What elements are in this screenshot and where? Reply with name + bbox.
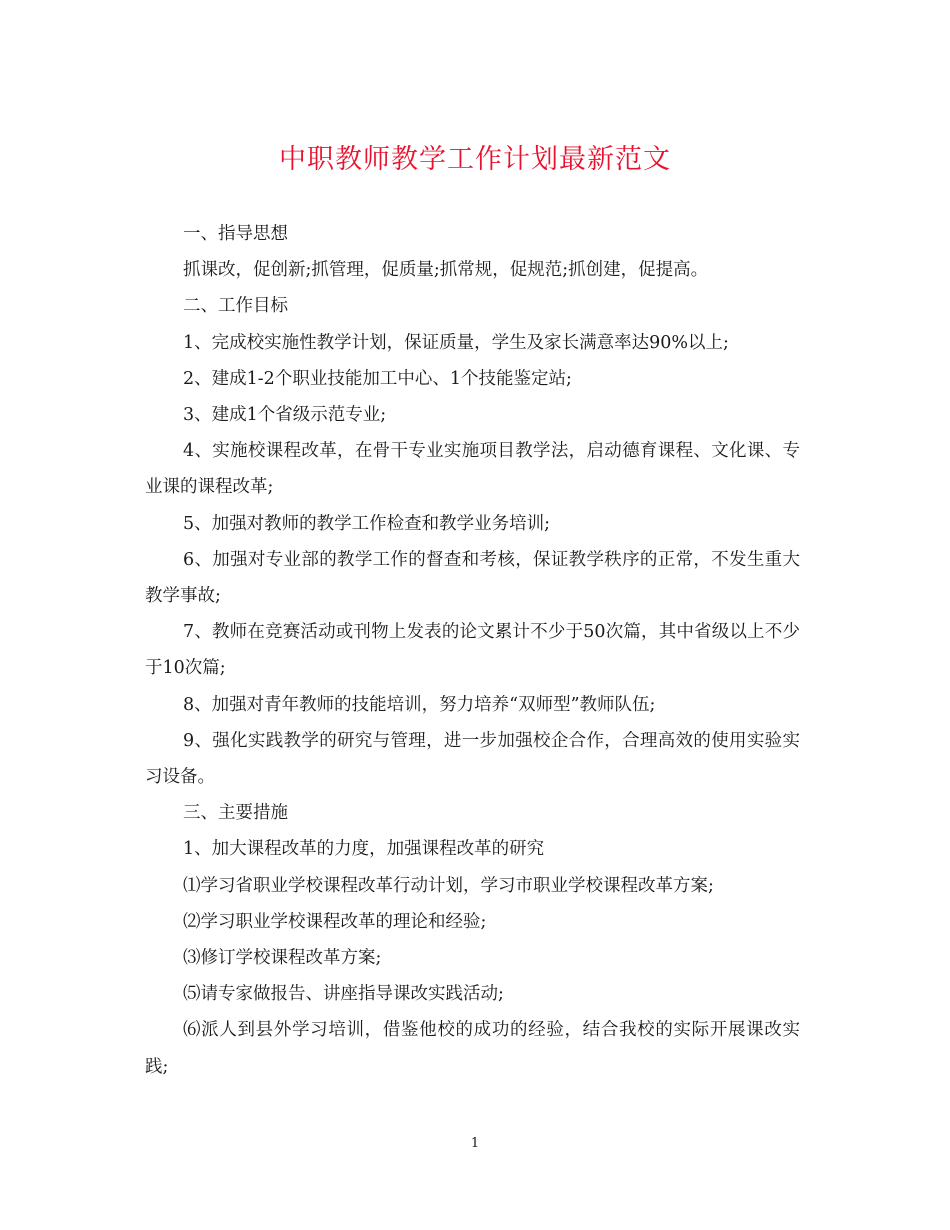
list-item: 1、完成校实施性教学计划，保证质量，学生及家长满意率达90%以上; <box>183 332 729 353</box>
list-item: 7、教师在竞赛活动或刊物上发表的论文累计不少于50次篇，其中省级以上不少于10次篇; <box>145 622 800 679</box>
list-item: 9、强化实践教学的研究与管理，进一步加强校企合作，合理高效的使用实验实习设备。 <box>145 730 800 788</box>
paragraph-heading-3: 三、主要措施 <box>183 803 288 824</box>
list-item: ⑴学习省职业学校课程改革行动计划，学习市职业学校课程改革方案; <box>183 875 714 896</box>
list-item: 8、加强对青年教师的技能培训，努力培养“双师型”教师队伍; <box>183 694 656 715</box>
document-title: 中职教师教学工作计划最新范文 <box>279 144 671 175</box>
list-item: 4、实施校课程改革，在骨干专业实施项目教学法，启动德育课程、文化课、专业课的课程改革; <box>145 441 800 498</box>
list-item: 3、建成1个省级示范专业; <box>183 405 387 426</box>
list-item: 5、加强对教师的教学工作检查和教学业务培训; <box>183 513 551 534</box>
page-number: 1 <box>470 1136 480 1151</box>
list-item: 2、建成1-2个职业技能加工中心、1个技能鉴定站; <box>183 368 572 389</box>
list-item: ⑸请专家做报告、讲座指导课改实践活动; <box>183 984 504 1005</box>
list-item: 6、加强对专业部的教学工作的督查和考核，保证教学秩序的正常，不发生重大教学事故; <box>145 549 800 607</box>
document-body <box>145 216 800 1085</box>
list-item: ⑶修订学校课程改革方案; <box>183 948 382 969</box>
list-item: ⑵学习职业学校课程改革的理论和经验; <box>183 911 487 932</box>
paragraph-heading-2: 二、工作目标 <box>183 296 288 317</box>
paragraph-heading-1: 一、指导思想 <box>183 224 288 244</box>
paragraph: 抓课改，促创新;抓管理，促质量;抓常规，促规范;抓创建，促提高。 <box>183 260 709 281</box>
list-item: 1、加大课程改革的力度，加强课程改革的研究 <box>183 839 545 860</box>
list-item: ⑹派人到县外学习培训，借鉴他校的成功的经验，结合我校的实际开展课改实践; <box>145 1020 800 1077</box>
